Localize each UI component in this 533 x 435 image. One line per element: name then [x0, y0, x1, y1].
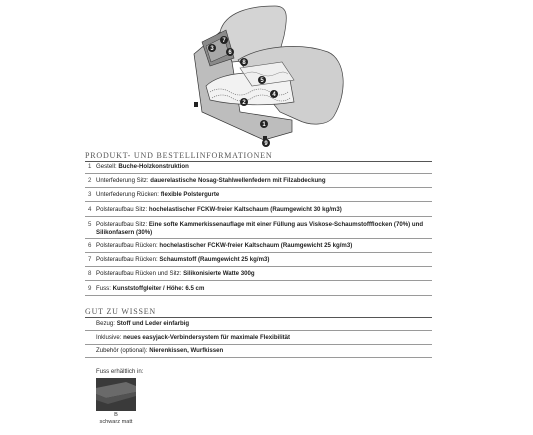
svg-text:6: 6 — [228, 50, 232, 56]
feet-availability-label: Fuss erhältlich in: — [96, 368, 144, 375]
sofa-construction-illustration — [180, 2, 370, 150]
spec-number: 2 — [88, 177, 92, 184]
foot-image-icon — [96, 378, 136, 411]
info-value: neues easyjack-Verbindersystem für maximale Flexibilität — [123, 334, 291, 341]
spec-number: 9 — [88, 285, 92, 292]
divider — [85, 295, 432, 296]
section-title-product: PRODUKT- UND BESTELLINFORMATIONEN — [85, 151, 273, 160]
info-label: Bezug: — [96, 320, 115, 327]
divider — [85, 266, 432, 267]
divider — [85, 187, 432, 188]
spec-value: Silikonisierte Watte 300g — [183, 270, 255, 277]
svg-text:3: 3 — [210, 46, 214, 52]
spec-value: Kunststoffgleiter / Höhe: 6.5 cm — [112, 285, 205, 292]
spec-value: hochelastischer FCKW-freier Kaltschaum (Raumgewicht 30 kg/m3) — [148, 206, 342, 213]
foot-code: B — [114, 412, 118, 418]
marker-8 — [240, 58, 248, 66]
svg-text:5: 5 — [260, 78, 264, 84]
info-label: Zubehör (optional): — [96, 347, 148, 354]
spec-value: Buche-Holzkonstruktion — [118, 163, 189, 170]
marker-6 — [226, 48, 234, 56]
svg-text:7: 7 — [222, 38, 226, 44]
spec-number: 8 — [88, 270, 92, 277]
divider — [85, 161, 432, 162]
divider — [85, 357, 432, 358]
marker-4 — [270, 90, 278, 98]
divider — [85, 201, 432, 202]
info-label: Inklusive: — [96, 334, 122, 341]
marker-3 — [208, 44, 216, 52]
marker-2 — [240, 98, 248, 106]
spec-label: Fuss: — [96, 285, 111, 292]
spec-label: Polsteraufbau Rücken: — [96, 256, 158, 263]
spec-number: 3 — [88, 191, 92, 198]
spec-number: 6 — [88, 242, 92, 249]
svg-text:8: 8 — [242, 60, 246, 66]
foot-color-name: schwarz matt — [99, 419, 133, 425]
spec-label: Unterfederung Sitz: — [96, 177, 149, 184]
divider — [85, 317, 432, 318]
spec-value: dauerelastische Nosag-Stahlwellenfedern mit Filzabdeckung — [150, 177, 326, 184]
spec-number: 7 — [88, 256, 92, 263]
spec-label: Polsteraufbau Sitz: — [96, 221, 148, 228]
section-title-good-to-know: GUT ZU WISSEN — [85, 307, 156, 316]
spec-label: Polsteraufbau Rücken: — [96, 242, 158, 249]
marker-5 — [258, 76, 266, 84]
spec-number: 1 — [88, 163, 92, 170]
foot-swatch-black-matt[interactable] — [96, 378, 136, 411]
divider — [85, 344, 432, 345]
spec-value: Schaumstoff (Raumgewicht 25 kg/m3) — [159, 256, 270, 263]
svg-text:4: 4 — [272, 92, 276, 98]
svg-text:2: 2 — [242, 100, 246, 106]
marker-7 — [220, 36, 228, 44]
divider — [85, 330, 432, 331]
spec-number: 4 — [88, 206, 92, 213]
divider — [85, 252, 432, 253]
marker-9 — [262, 139, 270, 147]
info-value: Nierenkissen, Wurfkissen — [149, 347, 224, 354]
spec-label: Polsteraufbau Rücken und Sitz: — [96, 270, 182, 277]
spec-number: 5 — [88, 221, 92, 228]
spec-value: flexible Polstergurte — [160, 191, 220, 198]
divider — [85, 216, 432, 217]
spec-label: Gestell: — [96, 163, 117, 170]
spec-label: Polsteraufbau Sitz: — [96, 206, 148, 213]
divider — [85, 173, 432, 174]
divider — [85, 280, 432, 281]
info-value: Stoff und Leder einfarbig — [116, 320, 190, 327]
svg-text:1: 1 — [262, 122, 266, 128]
marker-1 — [260, 120, 268, 128]
spec-value: hochelastischer FCKW-freier Kaltschaum (Raumgewicht 25 kg/m3) — [159, 242, 353, 249]
spec-label: Unterfederung Rücken: — [96, 191, 160, 198]
spec-value: Eine softe Kammerkissenauflage mit einer Füllung aus Viskose-Schaumstoffflocken (70%) und Silikonfasern (30%) — [96, 221, 424, 236]
svg-text:9: 9 — [264, 141, 268, 147]
divider — [85, 238, 432, 239]
